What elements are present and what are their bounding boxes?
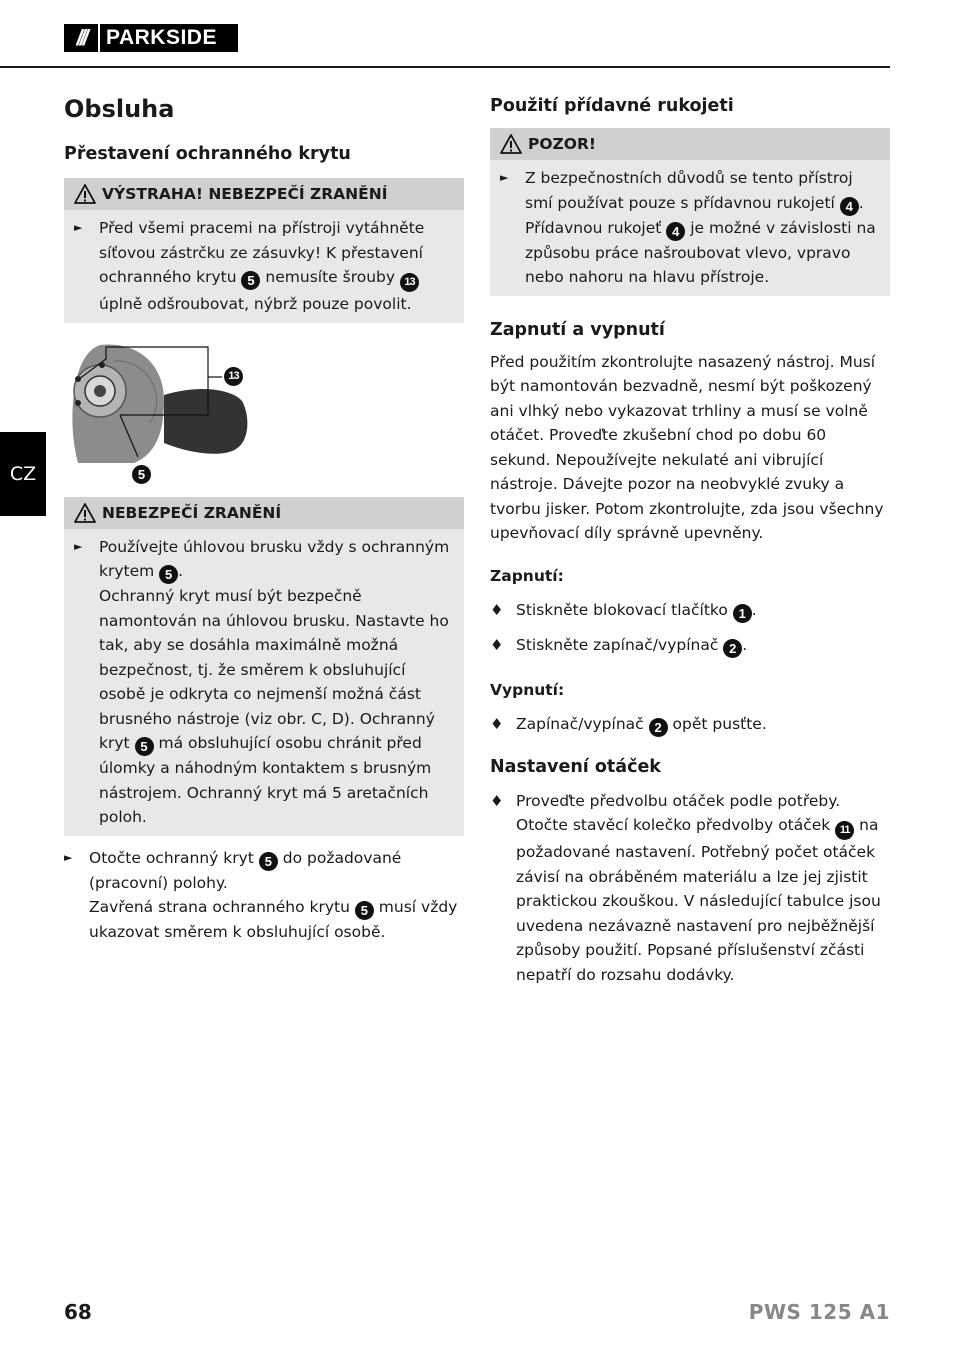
procedure-step <box>64 846 464 945</box>
callout-number: 5 <box>159 565 178 584</box>
diamond-bullet-icon: ♦ <box>490 600 504 619</box>
parkside-logo <box>64 24 238 52</box>
warning-body-2 <box>64 529 464 836</box>
off-label: Vypnutí: <box>490 680 565 699</box>
page-title: Obsluha <box>64 95 175 123</box>
callout-number: 13 <box>400 273 419 292</box>
warning-title-text: NEBEZPEČÍ ZRANĚNÍ <box>102 503 282 522</box>
warning-item-text: Před všemi pracemi na přístroji vytáhněte síťovou zástrčku ze zásuvky! K přestavení ochranného krytu 5 nemusíte šrouby 13 úplně odšroubovat, nýbrž pouze povolit. <box>99 219 425 313</box>
warning-item-text: Používejte úhlovou brusku vždy s ochranným krytem 5 . Ochranný kryt musí být bezpečně namontován na úhlovou brusku. Nastavte ho tak, aby se dosáhla maximálně možná bezpečnost, tj. že směrem k obsluhující osobě je odkryta co nejmenší možná část brusného nástroje (viz obr. C, D). Ochranný kryt 5 má obsluhující osobu chránit před úlomky a náhodným kontaktem s brusným nástrojem. Ochranný kryt má 5 aretačních poloh. <box>99 537 450 826</box>
caution-item-text: Z bezpečnostních důvodů se tento přístroj smí používat pouze s přídavnou rukojetí 4 . Přídavnou rukojeť 4 je možné v závislosti na způsobu práce našroubovat vlevo, vpravo nebo nahoru na hlavu přístroje. <box>525 169 876 286</box>
callout-number: 5 <box>135 737 154 756</box>
callout-number: 5 <box>241 271 260 290</box>
model-name: PWS 125 A1 <box>748 1300 890 1324</box>
off-step: ♦ Zapínač/vypínač 2 opět pusťte. <box>490 712 890 737</box>
right-column <box>490 90 890 987</box>
warning-box-1 <box>64 178 464 323</box>
language-tab: CZ <box>0 432 46 516</box>
arrow-bullet-icon: ► <box>74 539 83 553</box>
angle-grinder-figure <box>64 331 464 481</box>
logo-brand-text: PARKSIDE <box>106 26 217 49</box>
figure-callout-13: 13 <box>224 367 243 386</box>
warning-box-2 <box>64 497 464 836</box>
callout-number: 1 <box>733 604 752 623</box>
diamond-bullet-icon: ♦ <box>490 791 504 810</box>
warning-triangle-icon <box>74 184 96 204</box>
warning-title-2 <box>64 497 464 529</box>
callout-number: 2 <box>649 718 668 737</box>
arrow-bullet-icon: ► <box>74 221 83 234</box>
on-label: Zapnutí: <box>490 566 564 585</box>
section-heading-onoff: Zapnutí a vypnutí <box>490 319 665 340</box>
procedure-step-text: Otočte ochranný kryt 5 do požadované (pracovní) polohy. Zavřená strana ochranného krytu 5 musí vždy ukazovat směrem k obsluhující osobě. <box>89 848 458 941</box>
warning-triangle-icon <box>74 503 96 523</box>
warning-body-1 <box>64 210 464 323</box>
arrow-bullet-icon: ► <box>500 171 509 184</box>
logo-slashes: /// <box>64 24 100 52</box>
page-number: 68 <box>64 1300 92 1324</box>
callout-number: 11 <box>835 821 854 840</box>
caution-title <box>490 128 890 160</box>
arrow-bullet-icon: ► <box>64 850 73 864</box>
warning-item <box>74 216 454 317</box>
section-heading-guard: Přestavení ochranného krytu <box>64 144 351 164</box>
callout-number: 2 <box>723 639 742 658</box>
callout-number: 4 <box>666 222 685 241</box>
callout-number: 5 <box>259 852 278 871</box>
warning-triangle-icon <box>500 134 522 154</box>
warning-title-text: VÝSTRAHA! NEBEZPEČÍ ZRANĚNÍ <box>102 185 388 203</box>
diamond-bullet-icon: ♦ <box>490 635 504 654</box>
caution-item <box>500 166 880 290</box>
caution-body <box>490 160 890 296</box>
caution-box <box>490 128 890 296</box>
header-rule <box>0 66 890 68</box>
diamond-bullet-icon: ♦ <box>490 714 504 733</box>
onoff-paragraph: Před použitím zkontrolujte nasazený nástroj. Musí být namontován bezvadně, nesmí být poškozený ani vlhký nebo vykazovat trhliny a musí se volně otáčet. Proveďte zkušební chod po dobu 60 sekund. Nepoužívejte nekulaté ani vibrující nástroje. Dávejte pozor na neobvyklé zvuky a tvorbu jisker. Potom zkontrolujte, zda jsou všechny upevňovací díly správně upevněny. <box>490 352 884 542</box>
guard-illustration <box>64 331 464 481</box>
section-heading-handle: Použití přídavné rukojeti <box>490 96 734 116</box>
left-column <box>64 90 464 945</box>
figure-callout-5: 5 <box>132 465 151 484</box>
callout-number: 4 <box>840 197 859 216</box>
caution-title-text: POZOR! <box>528 135 596 153</box>
on-step-2: ♦ Stiskněte zapínač/vypínač 2 . <box>490 633 890 658</box>
on-step-1: ♦ Stiskněte blokovací tlačítko 1 . <box>490 598 890 623</box>
callout-number: 5 <box>355 901 374 920</box>
speed-step: ♦ Proveďte předvolbu otáček podle potřeby. Otočte stavěcí kolečko předvolby otáček 11 na požadované nastavení. Potřebný počet otáček závisí na obráběném materiálu a lze jej zjistit praktickou zkouškou. V následující tabulce jsou uvedena nezávazně nastavení pro nejběžnější způsoby použití. Popsané příslušenství zčásti nepatří do rozsahu dodávky. <box>490 789 890 988</box>
section-heading-speed: Nastavení otáček <box>490 756 661 777</box>
warning-title-1 <box>64 178 464 210</box>
warning-item <box>74 535 454 830</box>
